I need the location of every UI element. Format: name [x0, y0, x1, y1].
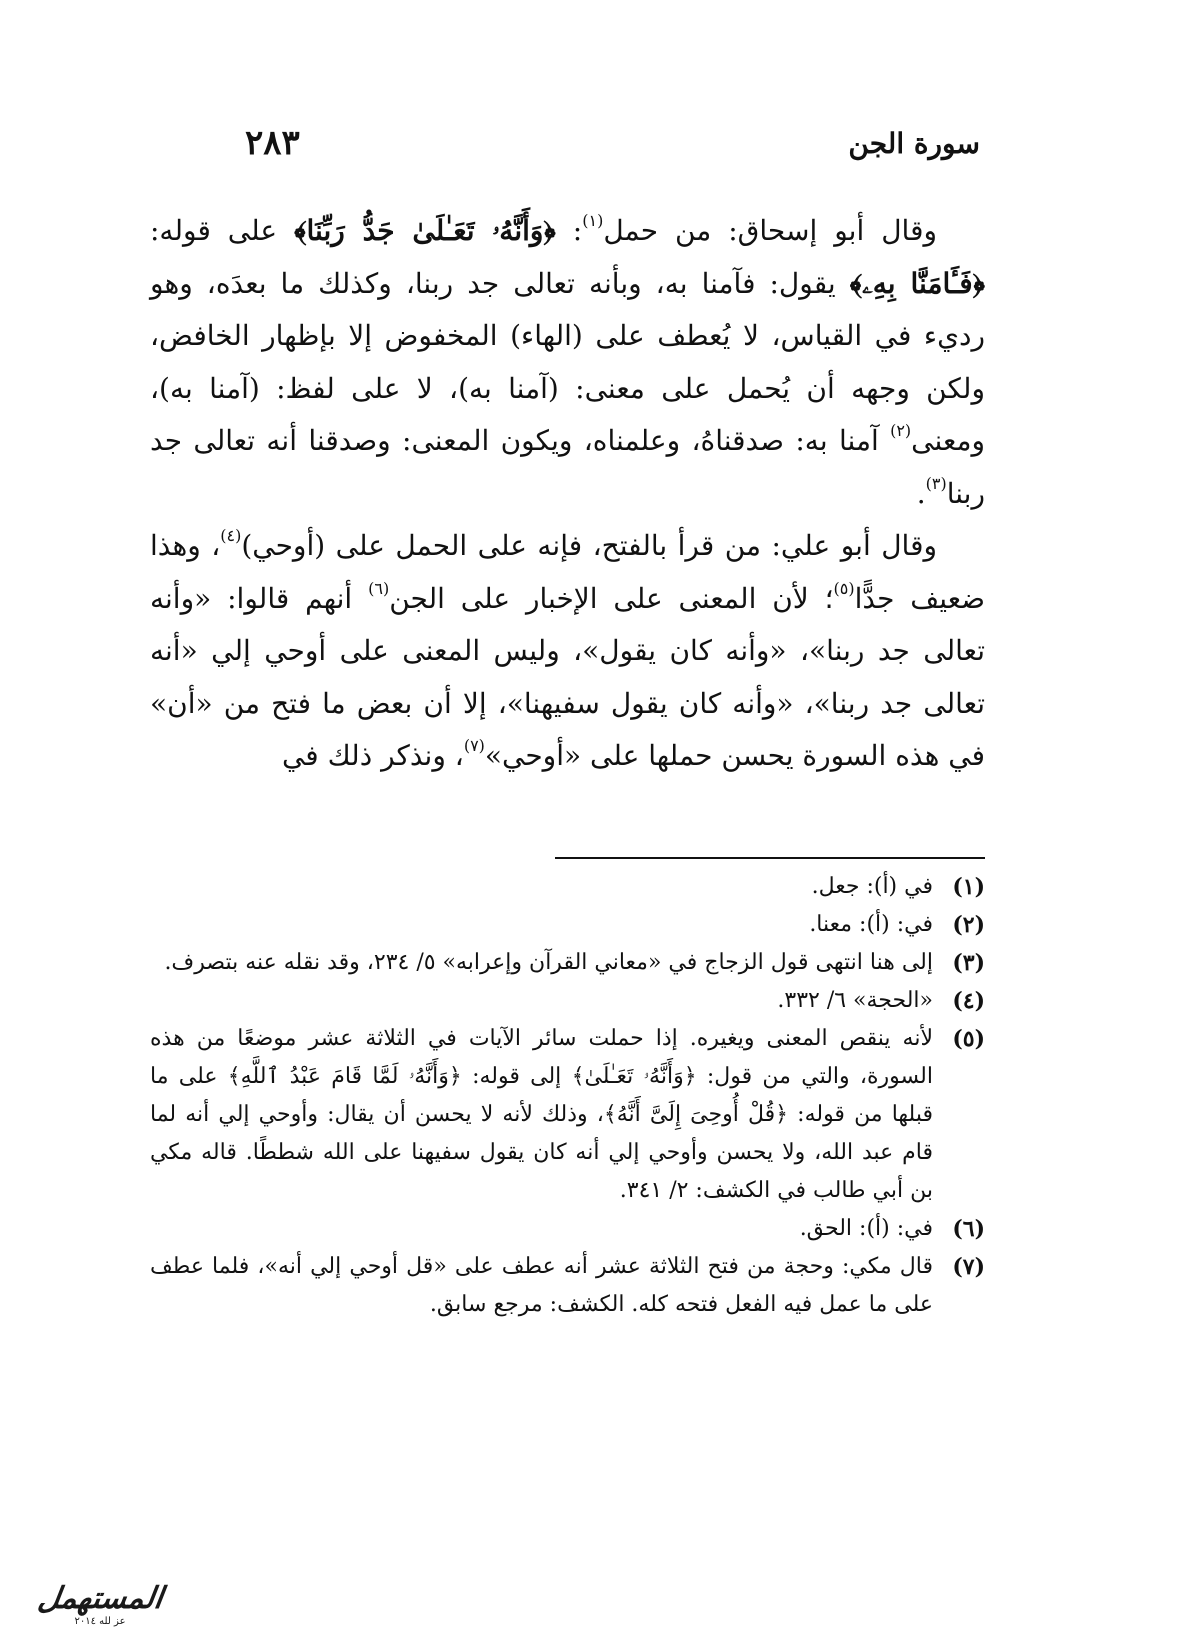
footnote-ref: (٣): [925, 473, 947, 493]
footnote-1: [150, 868, 985, 906]
footnote-separator: [555, 857, 985, 859]
running-title: سورة الجن: [848, 126, 980, 160]
footnote-ref: (٢): [890, 421, 912, 440]
text-run: :: [555, 214, 583, 247]
logo-text: المستهمل: [35, 1581, 165, 1616]
footnote-text: في: (أ): معنا.: [809, 912, 933, 937]
footnote-number: (٦): [952, 1216, 985, 1242]
footnote-ref: (٦): [368, 578, 390, 598]
main-text: [150, 205, 985, 783]
footnote-text: في (أ): جعل.: [811, 874, 933, 899]
text-run: آمنا به: صدقناهُ، وعلمناه، ويكون المعنى: وصدقنا أنه تعالى جد ربنا: [150, 424, 985, 510]
text-run: ، وهذا ضعيف جدًّا: [150, 529, 985, 615]
footnote-number: (٤): [952, 988, 985, 1014]
text-run: .: [916, 476, 926, 510]
footnote-ref: (٧): [463, 736, 485, 755]
footnote-4: [150, 982, 985, 1020]
text-run: أنهم قالوا: «وأنه تعالى جد ربنا»، «وأنه كان يقول»، وليس المعنى على أوحي إلي «أنه تعالى جد ربنا»، «وأنه كان يقول سفيهنا»، إلا أن بعض ما فتح من «أن» في هذه السورة يحسن حملها على «أوحي»: [150, 581, 985, 772]
text-run: وقال أبو علي: من قرأ بالفتح، فإنه على الحمل على (أوحي): [241, 529, 937, 562]
footnote-text: إلى هنا انتهى قول الزجاج في «معاني القرآن وإعرابه» ٥/ ٢٣٤، وقد نقله عنه بتصرف.: [164, 950, 933, 975]
text-run: ؛ لأن المعنى على الإخبار على الجن: [389, 581, 834, 615]
quran-quote: ﴿وَأَنَّهُۥ تَعَـٰلَىٰ جَدُّ رَبِّنَا﴾: [294, 214, 556, 247]
text-run: وقال أبو إسحاق: من حمل: [603, 214, 937, 247]
footnotes: [150, 868, 985, 1324]
footnote-ref: (٥): [833, 578, 855, 598]
footnote-5: [150, 1020, 985, 1210]
logo-subtext: عز لله ٢٠١٤: [74, 1616, 126, 1627]
paragraph-2: [150, 520, 985, 783]
footnote-text: «الحجة» ٦/ ٣٣٢.: [777, 988, 933, 1013]
quran-quote: ﴿فَـَٔامَنَّا بِهِۦ﴾: [849, 266, 985, 300]
footnote-text: في: (أ): الحق.: [799, 1216, 933, 1241]
footnote-number: (٢): [952, 912, 985, 938]
paragraph-1: [150, 205, 985, 520]
footnote-text: لأنه ينقص المعنى ويغيره. إذا حملت سائر الآيات في الثلاثة عشر موضعًا من هذه السورة، والتي من قول: ﴿وَأَنَّهُۥ تَعَـٰلَىٰ﴾ إلى قوله: ﴿وَأَنَّهُۥ لَمَّا قَامَ عَبْدُ ٱللَّهِ﴾ على ما قبلها من قوله: ﴿قُلْ أُوحِىَ إِلَىَّ أَنَّهُ﴾، وذلك لأنه لا يحسن أن يقال: وأوحي إلي أنه لما قام عبد الله، ولا يحسن وأوحي إلي أنه كان يقول سفيهنا على الله شططًا. قاله مكي بن أبي طالب في الكشف: ٢/ ٣٤١.: [150, 1026, 933, 1203]
footnote-number: (٣): [952, 950, 985, 976]
text-run: على قوله:: [150, 214, 295, 247]
footnote-7: [150, 1248, 985, 1324]
footnote-ref: (٤): [220, 526, 242, 545]
footnote-number: (٧): [952, 1254, 985, 1280]
watermark-logo: [30, 1575, 170, 1635]
footnote-number: (٥): [952, 1026, 985, 1052]
footnote-ref: (١): [582, 211, 604, 230]
page-number: ٢٨٣: [245, 123, 300, 163]
footnote-text: قال مكي: وحجة من فتح الثلاثة عشر أنه عطف على «قل أوحي إلي أنه»، فلما عطف على ما عمل فيه الفعل فتحه كله. الكشف: مرجع سابق.: [150, 1254, 933, 1317]
footnote-2: [150, 906, 985, 944]
text-run: ، ونذكر ذلك في: [281, 739, 464, 772]
footnote-3: [150, 944, 985, 982]
footnote-6: [150, 1210, 985, 1248]
page-header: [245, 118, 980, 168]
footnote-number: (١): [952, 874, 985, 900]
text-run: يقول: فآمنا به، وبأنه تعالى جد ربنا، وكذلك ما بعدَه، وهو رديء في القياس، لا يُعطف على (الهاء) المخفوض إلا بإظهار الخافض، ولكن وجهه أن يُحمل على معنى: (آمنا به)، لا على لفظ: (آمنا به)، ومعنى: [150, 266, 985, 457]
